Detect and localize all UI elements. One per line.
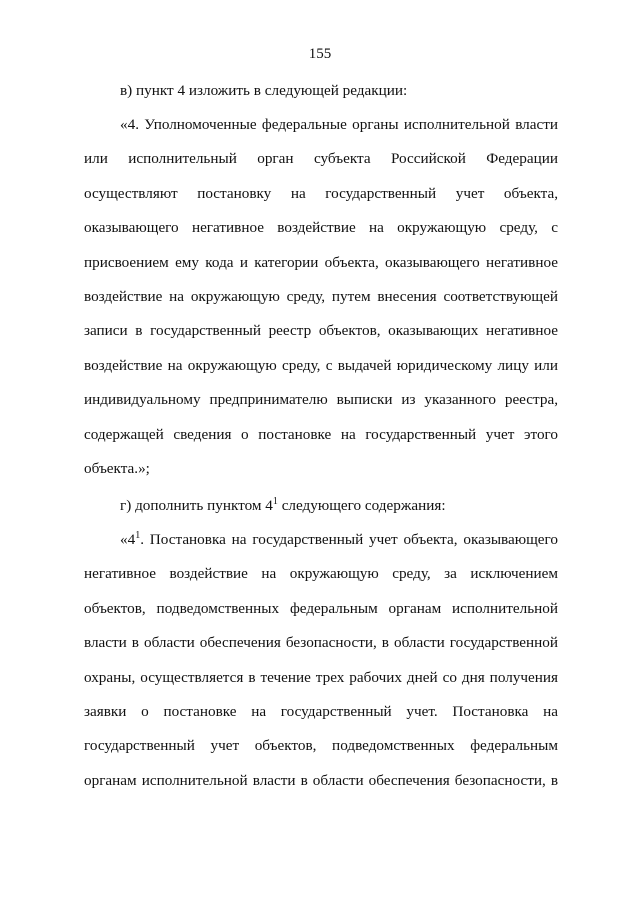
paragraph-4-line: осуществляют постановку на государственный учет объекта, — [84, 184, 558, 202]
paragraph-4 — [84, 108, 558, 486]
paragraph-4-line: оказывающего негативное воздействие на окружающую среду, с — [84, 219, 558, 237]
paragraph-4-1-line: негативное воздействие на окружающую среду, за исключением — [84, 565, 558, 583]
paragraph-4-1-line: объектов, подведомственных федеральным органам исполнительной — [84, 599, 558, 617]
paragraph-4-line: воздействие на окружающую среду, с выдачей юридическому лицу или — [84, 356, 558, 374]
item-g-line — [84, 489, 558, 523]
paragraph-4-1-first-line-text: . Постановка на государственный учет объекта, оказывающего — [140, 531, 558, 548]
paragraph-4-1-first-line — [84, 523, 558, 557]
paragraph-4-line: индивидуальному предпринимателю выписки из указанного реестра, — [84, 391, 558, 409]
paragraph-4-line: «4. Уполномоченные федеральные органы исполнительной власти — [120, 116, 558, 133]
paragraph-4-line: записи в государственный реестр объектов, оказывающих негативное — [84, 322, 558, 340]
item-v-block — [84, 74, 558, 108]
item-g-superscript: 1 — [272, 496, 278, 507]
paragraph-4-1-line: государственный учет объектов, подведомственных федеральным — [84, 737, 558, 755]
paragraph-4-line: содержащей сведения о постановке на государственный учет этого — [84, 425, 558, 443]
paragraph-4-line: воздействие на окружающую среду, путем внесения соответствующей — [84, 287, 558, 305]
paragraph-4-line: присвоением ему кода и категории объекта, оказывающего негативное — [84, 253, 558, 271]
paragraph-4-1-number: «4 — [120, 531, 136, 548]
paragraph-4-last-line: объекта.»; — [84, 459, 150, 477]
item-v-line: в) пункт 4 изложить в следующей редакции: — [120, 82, 408, 99]
paragraph-4-1-line: органам исполнительной власти в области обеспечения безопасности, в — [84, 771, 558, 789]
paragraph-4-1-superscript: 1 — [135, 530, 141, 541]
paragraph-4-1 — [84, 523, 558, 798]
paragraph-4-line: или исполнительный орган субъекта Российской Федерации — [84, 150, 558, 168]
item-g-text-after: следующего содержания: — [277, 497, 446, 514]
paragraph-4-1-line: власти в области обеспечения безопасности, в области государственной — [84, 634, 558, 652]
paragraph-4-1-line: охраны, осуществляется в течение трех рабочих дней со дня получения — [84, 668, 558, 686]
page-number: 155 — [308, 46, 332, 62]
item-g-text-before: г) дополнить пунктом 4 — [120, 497, 273, 514]
item-g-block — [84, 489, 558, 523]
paragraph-4-1-line: заявки о постановке на государственный учет. Постановка на — [84, 702, 558, 720]
